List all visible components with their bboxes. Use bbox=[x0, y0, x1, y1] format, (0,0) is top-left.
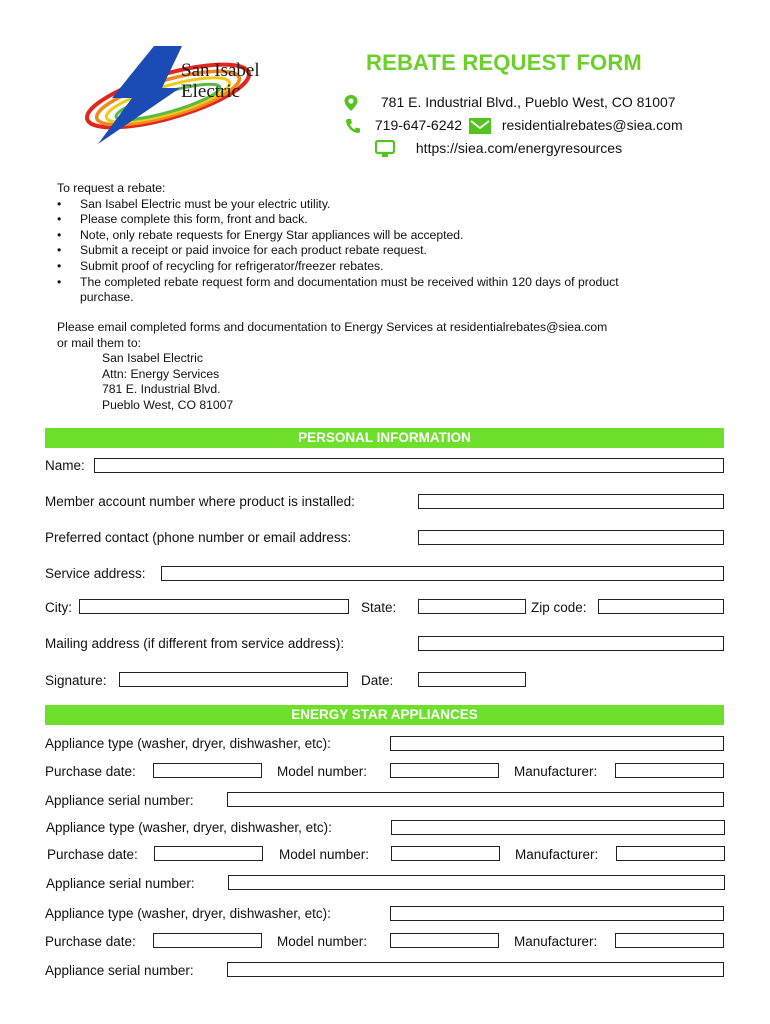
purchase-date-label: Purchase date: bbox=[45, 934, 136, 949]
zip-code-field[interactable] bbox=[598, 599, 724, 614]
model-number-field[interactable] bbox=[390, 933, 499, 948]
preferred-contact-field[interactable] bbox=[418, 530, 724, 545]
model-number-field[interactable] bbox=[390, 763, 499, 778]
address-text: 781 E. Industrial Blvd., Pueblo West, CO 81007 bbox=[380, 94, 676, 110]
list-item: • Note, only rebate requests for Energy Star appliances will be accepted. bbox=[57, 228, 737, 244]
address-line bbox=[343, 94, 676, 112]
appliance-type-field[interactable] bbox=[390, 736, 724, 751]
date-field[interactable] bbox=[418, 672, 526, 687]
service-address-label: Service address: bbox=[45, 566, 146, 581]
manufacturer-label: Manufacturer: bbox=[514, 934, 598, 949]
form-title: REBATE REQUEST FORM bbox=[366, 50, 642, 75]
signature-field[interactable] bbox=[119, 672, 348, 687]
instructions-list bbox=[57, 197, 737, 306]
purchase-date-field[interactable] bbox=[154, 846, 263, 861]
model-number-label: Model number: bbox=[277, 934, 368, 949]
model-number-label: Model number: bbox=[279, 847, 370, 862]
name-field[interactable] bbox=[94, 458, 724, 473]
serial-number-label: Appliance serial number: bbox=[45, 793, 194, 808]
signature-label: Signature: bbox=[45, 673, 107, 688]
mail-address-line: San Isabel Electric bbox=[102, 351, 203, 366]
logo-line-2: Electric bbox=[181, 81, 241, 102]
serial-number-field[interactable] bbox=[227, 792, 724, 807]
appliance-type-label: Appliance type (washer, dryer, dishwasher, etc): bbox=[45, 736, 331, 751]
list-item: • Please complete this form, front and back. bbox=[57, 212, 737, 228]
purchase-date-field[interactable] bbox=[153, 763, 262, 778]
city-label: City: bbox=[45, 600, 72, 615]
logo-wordmark bbox=[181, 60, 260, 102]
state-label: State: bbox=[361, 600, 397, 615]
manufacturer-field[interactable] bbox=[616, 846, 725, 861]
member-account-label: Member account number where product is installed: bbox=[45, 494, 355, 509]
mail-line-1: Please email completed forms and documentation to Energy Services at residentialrebates@siea.com bbox=[57, 320, 608, 334]
list-item: • Submit a receipt or paid invoice for each product rebate request. bbox=[57, 243, 737, 259]
appliance-type-label: Appliance type (washer, dryer, dishwasher, etc): bbox=[45, 906, 331, 921]
mail-line-2: or mail them to: bbox=[57, 335, 141, 350]
manufacturer-field[interactable] bbox=[615, 933, 724, 948]
instructions-heading: To request a rebate: bbox=[57, 181, 166, 195]
mail-address-line: 781 E. Industrial Blvd. bbox=[102, 382, 221, 397]
logo-line-1: San Isabel bbox=[181, 60, 260, 81]
email-link[interactable]: residentialrebates@siea.com bbox=[501, 117, 683, 133]
manufacturer-label: Manufacturer: bbox=[514, 764, 598, 779]
website-line bbox=[375, 140, 622, 158]
personal-info-section-header: PERSONAL INFORMATION bbox=[45, 428, 724, 448]
list-item: • San Isabel Electric must be your electric utility. bbox=[57, 197, 737, 213]
model-number-field[interactable] bbox=[391, 846, 500, 861]
zip-code-label: Zip code: bbox=[531, 600, 587, 615]
mail-instructions bbox=[57, 320, 747, 414]
date-label: Date: bbox=[361, 673, 394, 688]
serial-number-field[interactable] bbox=[227, 962, 724, 977]
manufacturer-label: Manufacturer: bbox=[515, 847, 599, 862]
city-field[interactable] bbox=[79, 599, 349, 614]
location-pin-icon bbox=[343, 94, 359, 112]
serial-number-field[interactable] bbox=[228, 875, 725, 890]
purchase-date-field[interactable] bbox=[153, 933, 262, 948]
appliance-type-field[interactable] bbox=[391, 820, 725, 835]
instructions bbox=[57, 181, 737, 306]
list-item: • Submit proof of recycling for refrigerator/freezer rebates. bbox=[57, 259, 737, 275]
appliance-type-label: Appliance type (washer, dryer, dishwasher, etc): bbox=[46, 820, 332, 835]
email-icon bbox=[469, 118, 491, 134]
manufacturer-field[interactable] bbox=[615, 763, 724, 778]
service-address-field[interactable] bbox=[161, 566, 724, 581]
model-number-label: Model number: bbox=[277, 764, 368, 779]
mail-address-line: Pueblo West, CO 81007 bbox=[102, 397, 234, 412]
state-field[interactable] bbox=[418, 599, 526, 614]
member-account-field[interactable] bbox=[418, 494, 724, 509]
monitor-icon bbox=[375, 140, 395, 158]
purchase-date-label: Purchase date: bbox=[47, 847, 138, 862]
serial-number-label: Appliance serial number: bbox=[46, 876, 195, 891]
serial-number-label: Appliance serial number: bbox=[45, 963, 194, 978]
list-item: • The completed rebate request form and documentation must be received within 120 days of product purchase. bbox=[57, 275, 737, 306]
purchase-date-label: Purchase date: bbox=[45, 764, 136, 779]
phone-icon bbox=[345, 118, 361, 134]
mailing-address-label: Mailing address (if different from service address): bbox=[45, 636, 345, 651]
phone-link[interactable]: 719-647-6242 bbox=[374, 117, 463, 133]
appliance-type-field[interactable] bbox=[390, 906, 724, 921]
mail-address-line: Attn: Energy Services bbox=[102, 366, 220, 381]
website-link[interactable]: https://siea.com/energyresources bbox=[415, 140, 623, 156]
name-label: Name: bbox=[45, 458, 85, 473]
mailing-address-field[interactable] bbox=[418, 636, 724, 651]
preferred-contact-label: Preferred contact (phone number or email address: bbox=[45, 530, 352, 545]
phone-email-line bbox=[345, 117, 683, 134]
energy-star-section-header: ENERGY STAR APPLIANCES bbox=[45, 705, 724, 725]
